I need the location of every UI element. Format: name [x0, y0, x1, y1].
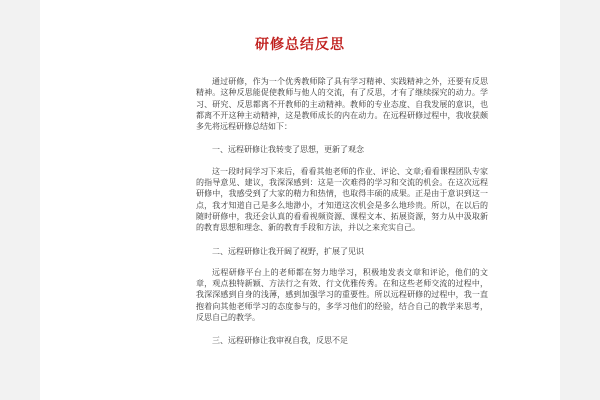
- document-page: [40, 0, 560, 400]
- document-body: [196, 76, 488, 347]
- section-1-paragraph: 这一段时间学习下来后，看看其他老师的作业、评论、文章;看看课程团队专家的指导意见、建议，我深深感到：这是一次难得的学习和交流的机会。在这次远程研修中，我感受到了大家的精力和热情，也取得丰硕的成果。正是由于意识到这一点，我才知道自己是多么地渺小，才知道这次机会是多么地珍贵。所以，在以后的随时研修中，我还会认真的看看视频资源、课程文本、拓展资源，努力从中汲取新的教育思想和理念、新的教育手段和方法，并以之来充实自己。: [196, 166, 488, 233]
- section-heading-3: 三、远程研修让我审视自我，反思不足: [212, 336, 348, 346]
- section-heading-2: 二、远程研修让我开阔了视野，扩展了见识: [212, 246, 364, 256]
- section-heading-1: 一、远程研修让我转变了思想，更新了观念: [212, 145, 364, 155]
- section-2-paragraph: 远程研修平台上的老师都在努力地学习，积极地发表文章和评论，他们的文章，观点独特新颖、方法行之有效、行文优雅传秀。在和这些老师交流的过程中，我深深感到自身的浅薄，感到加强学习的重要性。所以远程研修的过程中，我一直抱着向其他老师学习的态度参与的，多学习他们的经验，结合自己的教学来思考，反思自己的教学。: [196, 267, 488, 323]
- document-title: 研修总结反思: [255, 37, 345, 53]
- intro-paragraph: 通过研修，作为一个优秀教师除了具有学习精神、实践精神之外，还要有反思精神。这种反思能促使教师与他人的交流，有了反思，才有了继续探究的动力。学习、研究、反思都离不开教师的主动精神。教师的专业态度、自我发展的意识，也都离不开这种主动精神，这是教师成长的内在动力。在远程研修过程中，我收获颇多先将远程研修总结如下：: [196, 77, 488, 132]
